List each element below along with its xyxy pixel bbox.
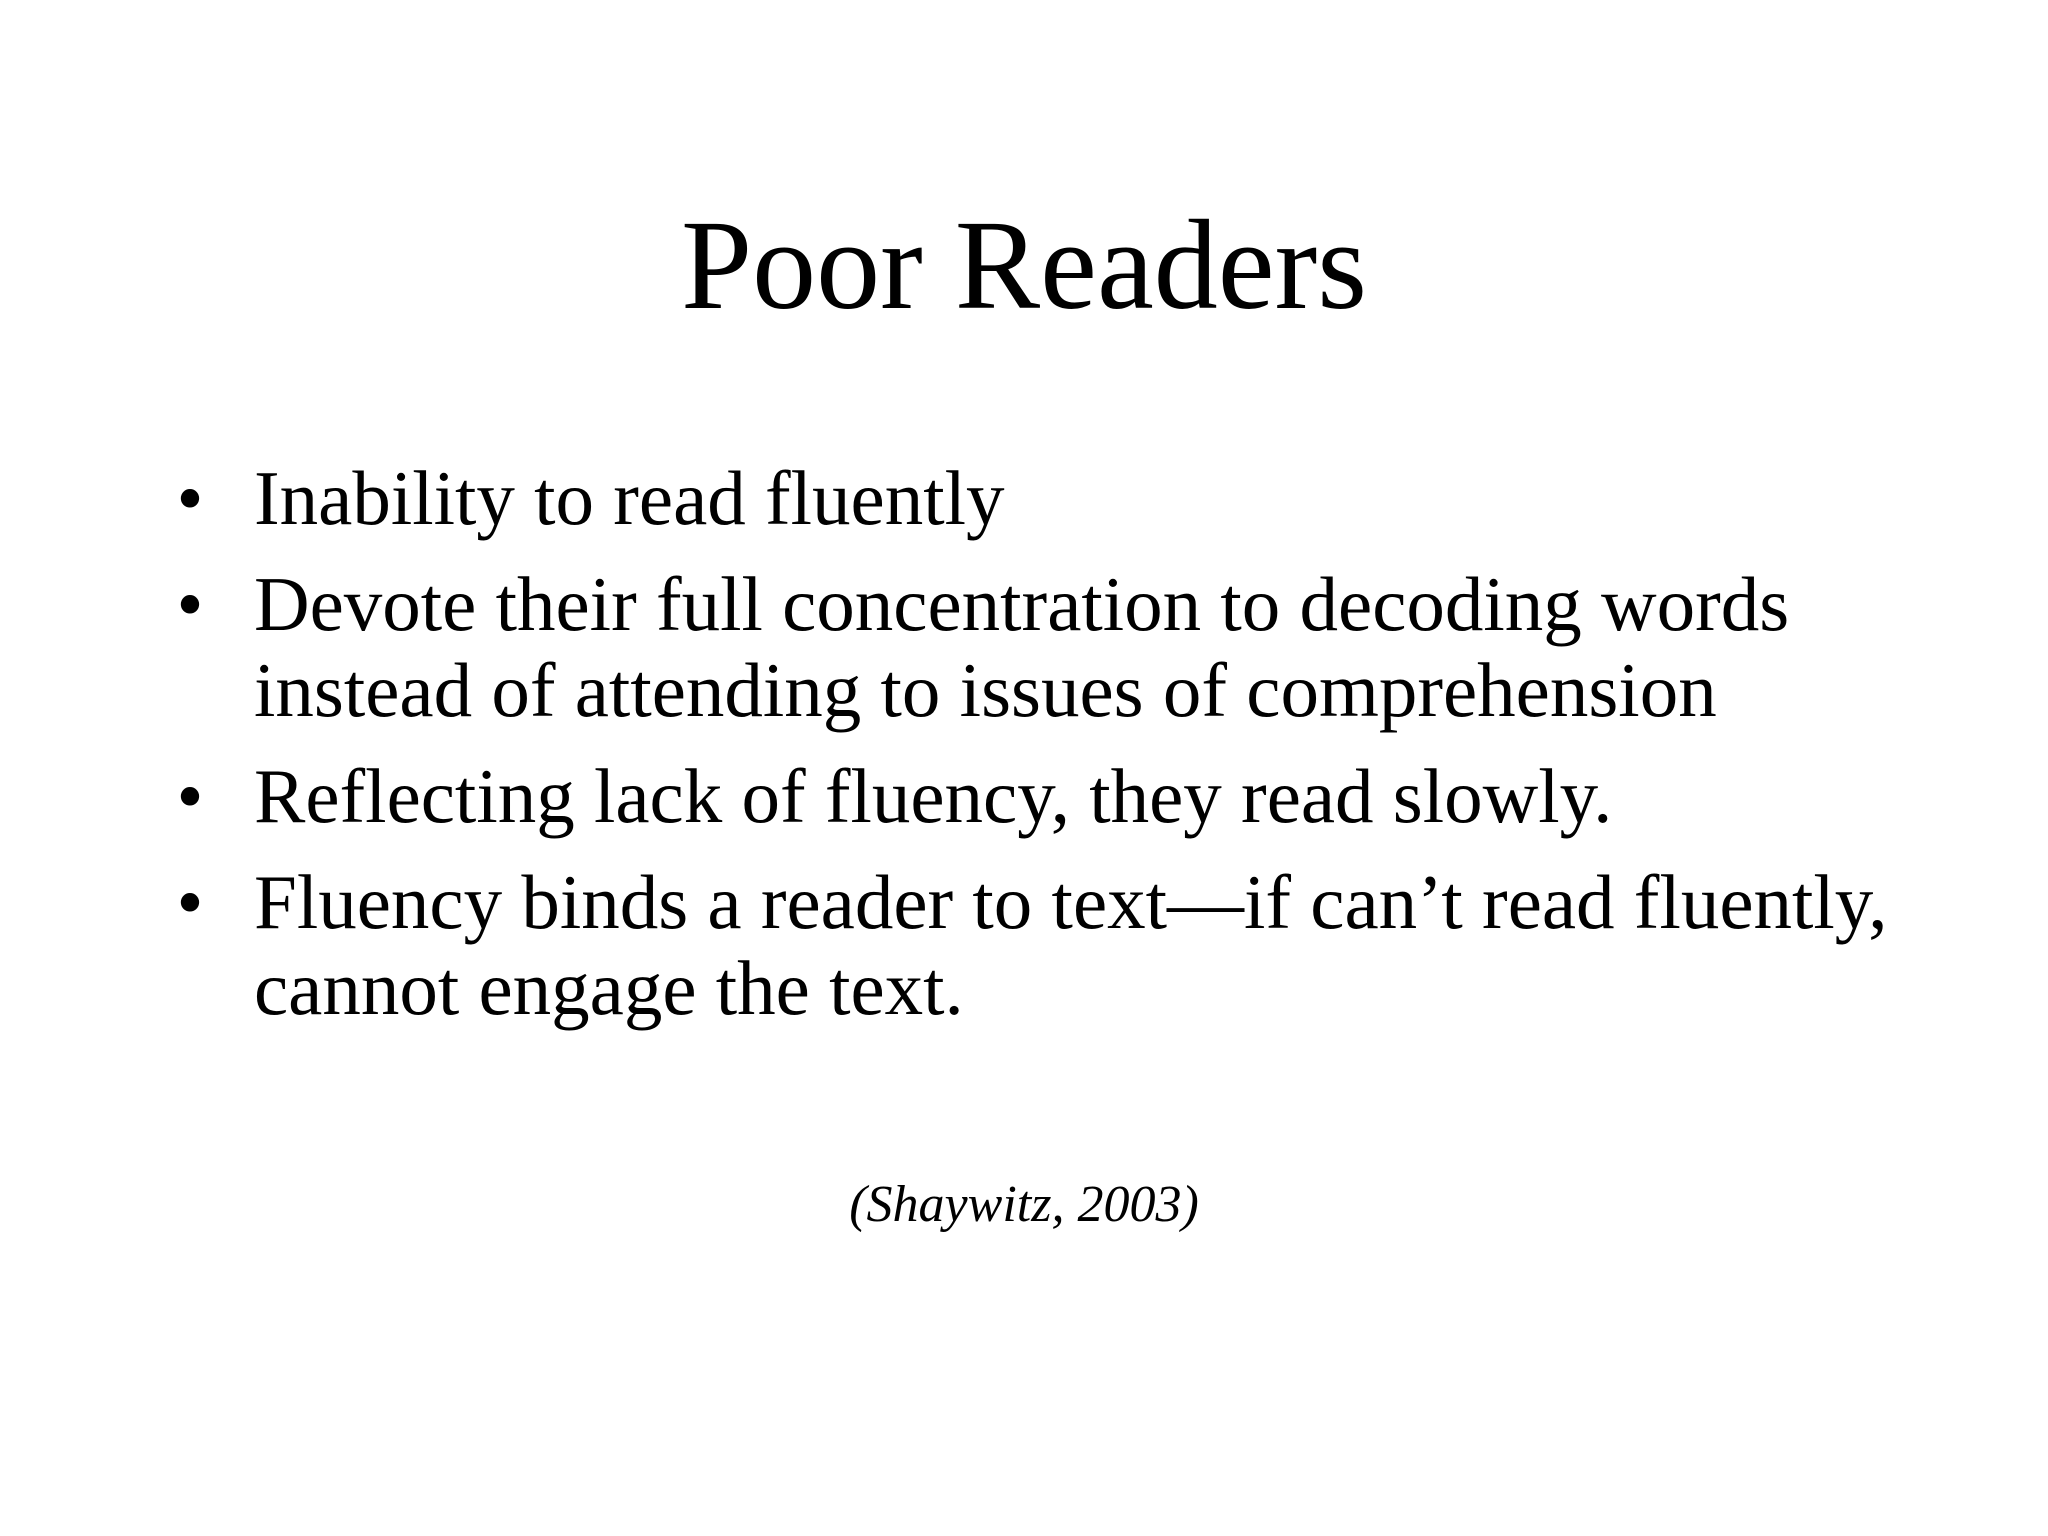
bullet-item	[170, 455, 1930, 541]
citation: (Shaywitz, 2003)	[849, 1176, 1199, 1233]
bullet-text: Inability to read fluently	[254, 455, 1005, 541]
bullet-text: Devote their full concentration to decoding words instead of attending to issues of comprehension	[254, 561, 1790, 733]
bullet-text: Fluency binds a reader to text—if can’t read fluently, cannot engage the text.	[254, 859, 1888, 1031]
bullet-item	[170, 753, 1930, 839]
bullet-icon: •	[176, 455, 204, 541]
bullet-text: Reflecting lack of fluency, they read slowly.	[254, 753, 1613, 839]
bullet-item	[170, 859, 1930, 1031]
bullet-icon: •	[176, 561, 204, 647]
bullet-list	[170, 455, 1930, 1051]
bullet-item	[170, 561, 1930, 733]
bullet-icon: •	[176, 753, 204, 839]
slide-title: Poor Readers	[680, 194, 1368, 336]
bullet-icon: •	[176, 859, 204, 945]
